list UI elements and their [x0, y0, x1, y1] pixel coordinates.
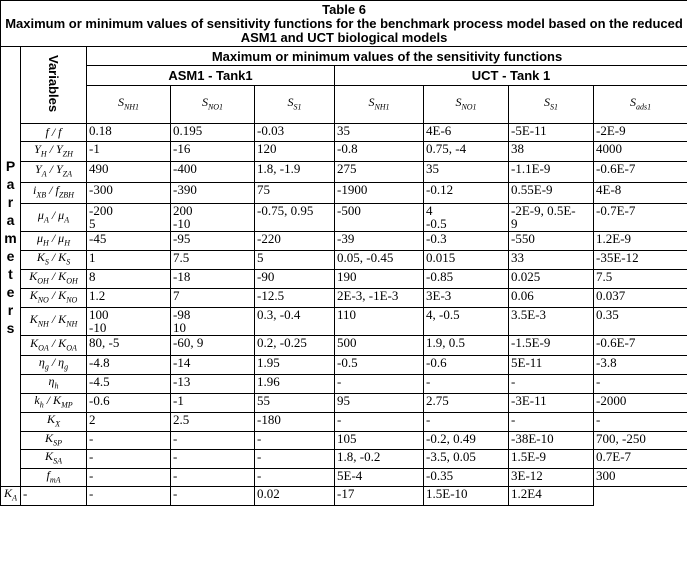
value-cell: -390	[171, 183, 255, 204]
table-row	[1, 232, 687, 251]
row-group-letter: r	[7, 194, 14, 210]
column-header: $S_{NO1}$	[171, 86, 255, 124]
row-group-letter: r	[7, 302, 14, 318]
value-cell: -	[171, 468, 255, 486]
value-cell: -	[21, 487, 87, 505]
table-row	[1, 450, 687, 468]
value-cell: -90	[255, 270, 335, 289]
value-cell: -0.2, 0.49	[424, 432, 509, 450]
value-cell: 0.015	[424, 251, 509, 270]
value-cell: -2E-9	[594, 124, 687, 142]
value-cell: 2.5	[171, 413, 255, 432]
parameter-label: $\eta_g / \eta_g$	[21, 356, 87, 375]
value-cell: -5E-11	[509, 124, 594, 142]
value-cell: 275	[335, 162, 424, 183]
value-cell: -45	[87, 232, 171, 251]
parameter-label: $K_{SP}$	[21, 432, 87, 450]
parameter-label: $K_A$	[1, 487, 21, 505]
table-row	[1, 356, 687, 375]
row-group-letter: a	[6, 212, 15, 228]
value-cell: -17	[335, 487, 424, 505]
column-header: $S_{ads1}$	[594, 86, 687, 124]
value-cell: -0.6E-7	[594, 162, 687, 183]
value-cell: 38	[509, 142, 594, 162]
table-row	[1, 270, 687, 289]
parameter-label: $f_{mA}$	[21, 468, 87, 486]
row-group-letter: e	[6, 248, 15, 264]
parameter-label: $i_{XB} / f_{ZBH}$	[21, 183, 87, 204]
value-cell: -	[171, 432, 255, 450]
value-cell: 4000	[594, 142, 687, 162]
value-cell: -1	[171, 394, 255, 413]
value-cell: -	[335, 375, 424, 394]
value-cell: -16	[171, 142, 255, 162]
value-cell: 2	[87, 413, 171, 432]
value-cell: 300	[594, 468, 687, 486]
value-cell: -500	[335, 204, 424, 232]
value-cell: -	[255, 432, 335, 450]
row-group-letter: m	[4, 230, 17, 246]
value-cell: -0.12	[424, 183, 509, 204]
value-cell: -13	[171, 375, 255, 394]
value-cell: 35	[424, 162, 509, 183]
value-cell: 120	[255, 142, 335, 162]
table-label: Table 6	[322, 1, 366, 17]
value-cell: 2.75	[424, 394, 509, 413]
table-row	[1, 289, 687, 308]
value-cell: 110	[335, 308, 424, 336]
row-group-label	[1, 47, 21, 487]
value-cell: -200 5	[87, 204, 171, 232]
table-row	[1, 432, 687, 450]
value-cell: 8	[87, 270, 171, 289]
value-cell: 3E-12	[509, 468, 594, 486]
value-cell: 105	[335, 432, 424, 450]
value-cell: 0.75, -4	[424, 142, 509, 162]
value-cell: -18	[171, 270, 255, 289]
value-cell: -	[171, 487, 255, 505]
value-cell: -1900	[335, 183, 424, 204]
table-row	[1, 204, 687, 232]
value-cell: -180	[255, 413, 335, 432]
value-cell: -1.5E-9	[509, 336, 594, 356]
value-cell: -	[424, 375, 509, 394]
table-row	[1, 308, 687, 336]
value-cell: 35	[335, 124, 424, 142]
table-row	[1, 375, 687, 394]
value-cell: 33	[509, 251, 594, 270]
table-row	[1, 183, 687, 204]
value-cell: 100 -10	[87, 308, 171, 336]
row-group-letter: t	[8, 266, 13, 282]
value-cell: -	[424, 413, 509, 432]
parameter-label: f / f	[21, 124, 87, 142]
table-row	[1, 142, 687, 162]
table-row	[1, 336, 687, 356]
value-cell: 0.35	[594, 308, 687, 336]
value-cell: 5E-4	[335, 468, 424, 486]
value-cell: 1.9, 0.5	[424, 336, 509, 356]
value-cell: -0.3	[424, 232, 509, 251]
value-cell: -0.35	[424, 468, 509, 486]
column-header: $S_{NH1}$	[87, 86, 171, 124]
value-cell: -35E-12	[594, 251, 687, 270]
row-group-letter: a	[6, 176, 15, 192]
value-cell: -1	[87, 142, 171, 162]
value-cell: 5E-11	[509, 356, 594, 375]
value-cell: -0.03	[255, 124, 335, 142]
value-cell: 0.025	[509, 270, 594, 289]
variables-header: Variables	[21, 47, 87, 124]
value-cell: 1.2	[87, 289, 171, 308]
value-cell: 0.7E-7	[594, 450, 687, 468]
value-cell: -2000	[594, 394, 687, 413]
value-cell: -12.5	[255, 289, 335, 308]
parameter-label: $\eta_h$	[21, 375, 87, 394]
group-header-asm1: ASM1 - Tank1	[87, 66, 335, 86]
value-cell: 7	[171, 289, 255, 308]
value-cell: -0.8	[335, 142, 424, 162]
value-cell: 0.195	[171, 124, 255, 142]
value-cell: -39	[335, 232, 424, 251]
parameter-label: $K_{OH} / K_{OH}$	[21, 270, 87, 289]
value-cell: -300	[87, 183, 171, 204]
value-cell: -3.5, 0.05	[424, 450, 509, 468]
column-header: $S_{S1}$	[509, 86, 594, 124]
value-cell: -4.8	[87, 356, 171, 375]
table-row	[1, 487, 687, 505]
row-group-letter: P	[5, 158, 16, 174]
value-cell: -	[87, 468, 171, 486]
value-cell: 4E-6	[424, 124, 509, 142]
table-row	[1, 394, 687, 413]
value-cell: -	[87, 450, 171, 468]
value-cell: 1.5E-9	[509, 450, 594, 468]
parameter-label: $K_S / K_S$	[21, 251, 87, 270]
value-cell: -	[255, 450, 335, 468]
column-header: $S_{NO1}$	[424, 86, 509, 124]
value-cell: 4, -0.5	[424, 308, 509, 336]
parameter-label: $\mu_H / \mu_H$	[21, 232, 87, 251]
value-cell: -550	[509, 232, 594, 251]
value-cell: -	[87, 487, 171, 505]
value-cell: -	[255, 468, 335, 486]
value-cell: 3.5E-3	[509, 308, 594, 336]
value-cell: 700, -250	[594, 432, 687, 450]
value-cell: -3E-11	[509, 394, 594, 413]
parameter-label: $\mu_A / \mu_A$	[21, 204, 87, 232]
value-cell: 190	[335, 270, 424, 289]
value-cell: -0.6E-7	[594, 336, 687, 356]
value-cell: -60, 9	[171, 336, 255, 356]
value-cell: 5	[255, 251, 335, 270]
value-cell: 0.05, -0.45	[335, 251, 424, 270]
value-cell: -400	[171, 162, 255, 183]
value-cell: -220	[255, 232, 335, 251]
value-cell: 1.2E-9	[594, 232, 687, 251]
row-group-letter: e	[6, 284, 15, 300]
value-cell: 490	[87, 162, 171, 183]
value-cell: -	[87, 432, 171, 450]
value-cell: 0.02	[255, 487, 335, 505]
value-cell: -0.6	[424, 356, 509, 375]
value-cell: 95	[335, 394, 424, 413]
value-cell: 1	[87, 251, 171, 270]
value-cell: -38E-10	[509, 432, 594, 450]
value-cell: 80, -5	[87, 336, 171, 356]
table-caption	[1, 1, 687, 47]
value-cell: -	[171, 450, 255, 468]
column-header: $S_{S1}$	[255, 86, 335, 124]
value-cell: 0.037	[594, 289, 687, 308]
parameter-label: $K_{SA}$	[21, 450, 87, 468]
value-cell: 55	[255, 394, 335, 413]
value-cell: 75	[255, 183, 335, 204]
value-cell: 0.06	[509, 289, 594, 308]
table-row	[1, 162, 687, 183]
parameter-label: $k_h / K_{MP}$	[21, 394, 87, 413]
parameter-label: $Y_H / Y_{ZH}$	[21, 142, 87, 162]
column-header: $S_{NH1}$	[335, 86, 424, 124]
value-cell: 4 -0.5	[424, 204, 509, 232]
value-cell: -4.5	[87, 375, 171, 394]
value-cell: -	[509, 375, 594, 394]
value-cell: -2E-9, 0.5E- 9	[509, 204, 594, 232]
table-row	[1, 413, 687, 432]
row-group-letter: s	[6, 320, 15, 336]
value-cell: -1.1E-9	[509, 162, 594, 183]
value-cell: -0.5	[335, 356, 424, 375]
value-cell: -	[594, 375, 687, 394]
value-cell: 1.8, -1.9	[255, 162, 335, 183]
value-cell: 7.5	[594, 270, 687, 289]
value-cell: 1.8, -0.2	[335, 450, 424, 468]
value-cell: 1.2E4	[509, 487, 594, 505]
value-cell: -	[335, 413, 424, 432]
value-cell: 1.95	[255, 356, 335, 375]
value-cell: 3E-3	[424, 289, 509, 308]
parameter-label: $K_{NH} / K_{NH}$	[21, 308, 87, 336]
super-header: Maximum or minimum values of the sensitivity functions	[87, 47, 687, 66]
value-cell: 500	[335, 336, 424, 356]
value-cell: 0.3, -0.4	[255, 308, 335, 336]
value-cell: -3.8	[594, 356, 687, 375]
value-cell: 4E-8	[594, 183, 687, 204]
table-title: Maximum or minimum values of sensitivity functions for the benchmark process model based on the reduced ASM1 and UCT biological models	[5, 15, 683, 45]
parameter-label: $K_{OA} / K_{OA}$	[21, 336, 87, 356]
value-cell: 2E-3, -1E-3	[335, 289, 424, 308]
parameter-label: $Y_A / Y_{ZA}$	[21, 162, 87, 183]
value-cell: 200 -10	[171, 204, 255, 232]
value-cell: 7.5	[171, 251, 255, 270]
value-cell: 0.55E-9	[509, 183, 594, 204]
value-cell: 0.2, -0.25	[255, 336, 335, 356]
table-row	[1, 124, 687, 142]
value-cell: -0.6	[87, 394, 171, 413]
value-cell: -0.75, 0.95	[255, 204, 335, 232]
value-cell: 0.18	[87, 124, 171, 142]
group-header-uct: UCT - Tank 1	[335, 66, 687, 86]
parameter-label: $K_X$	[21, 413, 87, 432]
value-cell: -98 10	[171, 308, 255, 336]
value-cell: -14	[171, 356, 255, 375]
value-cell: -0.85	[424, 270, 509, 289]
table-row	[1, 251, 687, 270]
value-cell: -	[594, 413, 687, 432]
value-cell: 1.5E-10	[424, 487, 509, 505]
value-cell: -	[509, 413, 594, 432]
value-cell: -95	[171, 232, 255, 251]
value-cell: -0.7E-7	[594, 204, 687, 232]
table-row	[1, 468, 687, 486]
value-cell: 1.96	[255, 375, 335, 394]
parameter-label: $K_{NO} / K_{NO}$	[21, 289, 87, 308]
